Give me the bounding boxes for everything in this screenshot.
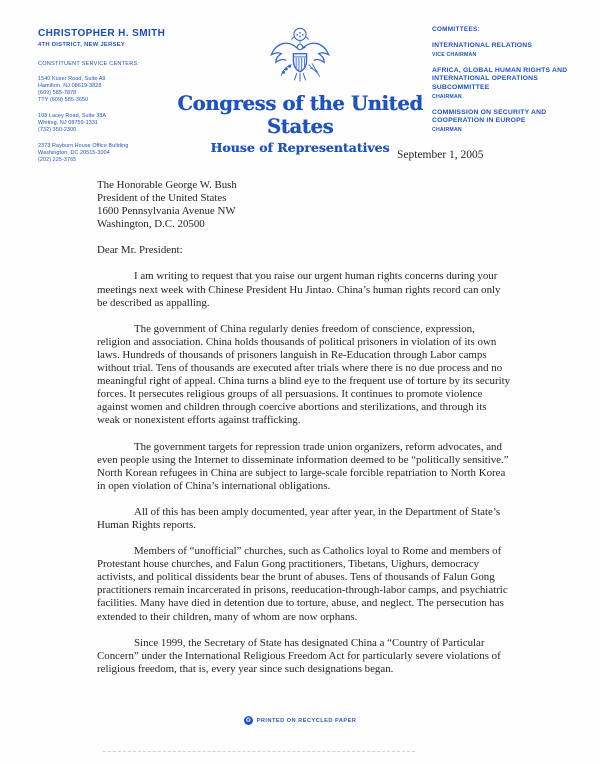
recycled-label: PRINTED ON RECYCLED PAPER (256, 717, 357, 724)
committee-role: VICE CHAIRMAN (432, 52, 477, 59)
org-title: Congress of the United States (177, 92, 423, 138)
committees-heading: COMMITTEES: (432, 26, 481, 33)
letter-date: September 1, 2005 (397, 149, 484, 161)
recipient-line: Washington, D.C. 20500 (97, 218, 205, 231)
office-line: 108 Lacey Road, Suite 38A (38, 113, 107, 119)
body-paragraph: The government targets for repression trade union organizers, reform advocates, and even people using the Internet to disseminate information deemed to be “politically sensitive.” North Korean refugees in China are subject to large-scale forcible repatriation to North Korea in open violation of China’s international obligations. (97, 440, 509, 492)
committee-name: COMMISSION ON SECURITY AND COOPERATION IN EUROPE (432, 108, 547, 125)
committee-name: INTERNATIONAL RELATIONS (432, 42, 533, 49)
body-paragraph: The government of China regularly denies freedom of conscience, expression, religion and association. China holds thousands of political prisoners in violation of its own laws. Hundreds of thousands of prisoners languish in Re-Education through Labor camps without trial. Tens of thousands are executed after trials where there is no due process and no meaningful right of appeal. China turns a blind eye to the frequent use of torture by its security forces. It persecutes religious groups of all persuasions. It continues to promote violence against women and children through coercive abortions and sterilizations, and through its weak or nonexistent efforts against trafficking. (97, 322, 511, 427)
recycle-icon: ♻ (245, 716, 252, 724)
scan-fold-line (103, 751, 415, 752)
office-line: Whiting, NJ 08759-1331 (38, 120, 99, 126)
committee-role: CHAIRMAN (432, 93, 462, 100)
org-subtitle: House of Representatives (210, 140, 390, 155)
great-seal-icon (267, 26, 333, 90)
office-line: (609) 585-7878 (38, 90, 77, 96)
body-paragraph: Since 1999, the Secretary of State has designated China a “Country of Particular Concern” under the International Religious Freedom Act for particularly severe violations of religious freedom, that is, every year since such designations began. (97, 636, 501, 675)
office-line: Washington, DC 20515-3004 (38, 150, 110, 156)
office-line: Hamilton, NJ 08619-3828 (38, 83, 102, 89)
salutation: Dear Mr. President: (97, 244, 183, 257)
seal-block (150, 26, 450, 155)
committee-item (432, 67, 584, 100)
committee-name: AFRICA, GLOBAL HUMAN RIGHTS AND INTERNATIONAL OPERATIONS SUBCOMMITTEE (432, 67, 568, 91)
letter-body (97, 179, 511, 676)
recipient-address (97, 179, 511, 231)
recycled-paper-footer (0, 716, 600, 725)
body-paragraph: Members of “unofficial” churches, such as Catholics loyal to Rome and members of Protestant house churches, and Falun Gong practitioners, Tibetans, Uighurs, democracy activists, and political dissidents bear the brunt of abuses. Tens of thousands of Falun Gong practitioners remain incarcerated in prisons, reeducation-through-labor camps, and psychiatric facilities. Many have died in detention due to torture, abuse, and neglect. The persecution has extended to their children, many of whom are now orphans. (97, 545, 508, 623)
office-line: 1540 Kuser Road, Suite A9 (38, 76, 106, 82)
recipient-line: The Honorable George W. Bush (97, 179, 237, 191)
body-paragraph: All of this has been amply documented, year after year, in the Department of State’s Human Rights reports. (97, 505, 501, 531)
office-line: (732) 350-2300 (38, 127, 77, 133)
office-line: 2373 Rayburn House Office Building (38, 143, 129, 149)
member-name: CHRISTOPHER H. SMITH (38, 28, 166, 39)
body-paragraph: I am writing to request that you raise our urgent human rights concerns during your meetings next week with Chinese President Hu Jintao. China’s human rights record can only be described as appalling. (97, 270, 501, 309)
committees-block (432, 26, 584, 133)
service-centers-heading: CONSTITUENT SERVICE CENTERS: (38, 61, 140, 67)
member-district: 4TH DISTRICT, NEW JERSEY (38, 42, 126, 48)
office-line: (202) 225-3765 (38, 157, 77, 163)
committee-item (432, 109, 584, 133)
recipient-line: President of the United States (97, 192, 227, 205)
committee-role: CHAIRMAN (432, 127, 462, 134)
office-line: TTY (609) 585-3650 (38, 97, 89, 103)
committee-item (432, 42, 584, 58)
recipient-line: 1600 Pennsylvania Avenue NW (97, 205, 236, 218)
